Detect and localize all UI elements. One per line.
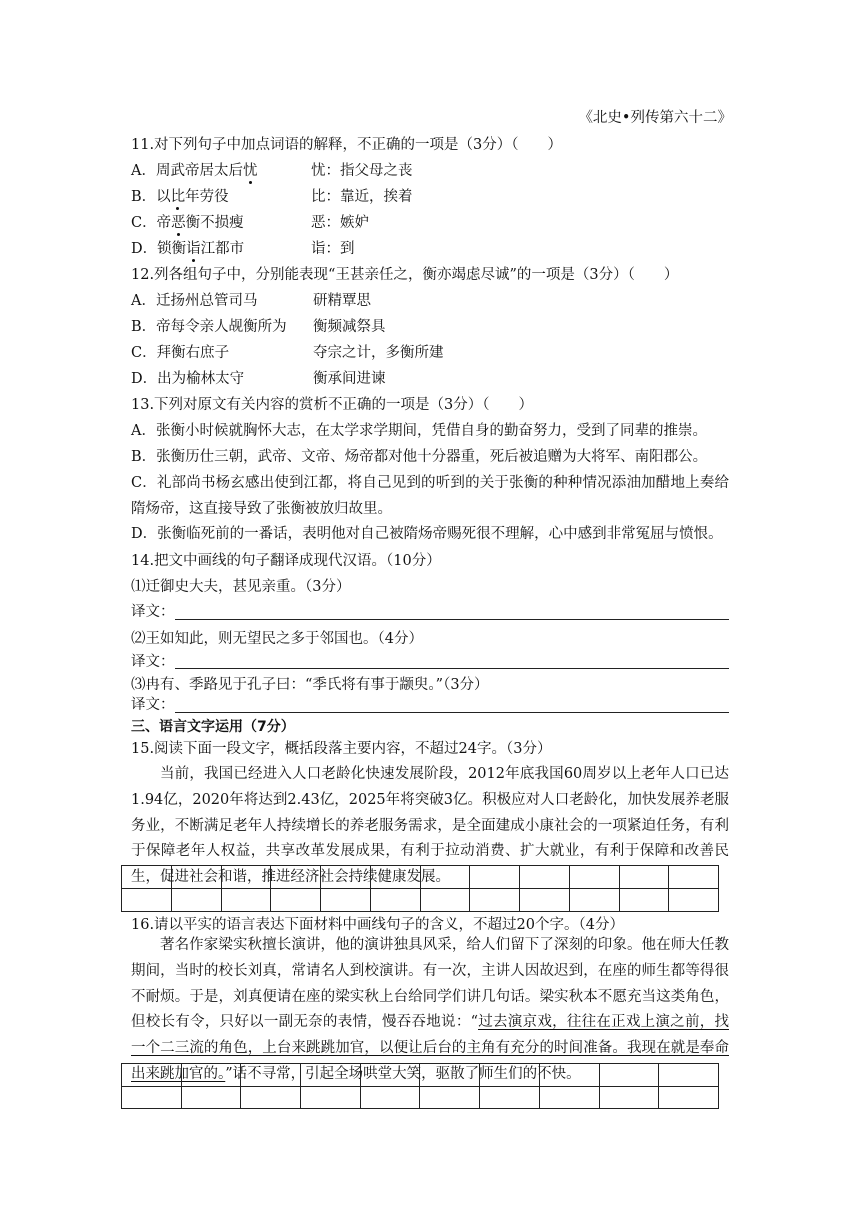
q15-grid-cell[interactable] [420, 866, 470, 889]
q11-c-text-after: 衡不损瘦 [185, 215, 244, 231]
q14-answer-label-3: 译文： [131, 697, 175, 713]
q15-grid-cell[interactable] [669, 889, 719, 912]
q16-grid-cell[interactable] [539, 1064, 599, 1087]
q15-grid-cell[interactable] [470, 866, 520, 889]
q15-grid-cell[interactable] [321, 889, 371, 912]
q16-grid-cell[interactable] [241, 1086, 301, 1109]
q15-grid-cell[interactable] [271, 866, 321, 889]
q11-c-dotted-word: 恶 [171, 215, 186, 231]
q15-grid-cell[interactable] [470, 889, 520, 912]
q15-grid-row [122, 866, 719, 889]
q15-grid-cell[interactable] [221, 866, 271, 889]
q15-grid-cell[interactable] [619, 866, 669, 889]
q14-item-2: ⑵王如知此，则无望民之多于邻国也。（4分） [131, 631, 423, 647]
q12-stem: 12.列各组句子中，分别能表现“王甚亲任之，衡亦竭虑尽诚”的一项是（3分）（ ） [131, 267, 679, 283]
q14-answer-line-1[interactable] [175, 619, 729, 620]
q14-item-3: ⑶冉有、季路见于孔子曰：“季氏将有事于颛臾。”（3分） [131, 677, 489, 693]
q14-answer-line-3[interactable] [175, 712, 729, 713]
q12-c-left: C．拜衡右庶子 [131, 345, 230, 361]
section-heading: 三、语言文字运用（7分） [131, 719, 295, 735]
q11-c-gloss: 恶：嫉妒 [311, 215, 369, 231]
q14-answer-line-2[interactable] [175, 668, 729, 669]
q16-answer-grid[interactable] [121, 1063, 719, 1109]
q13-option-a: A．张衡小时候就胸怀大志，在太学求学期间，凭借自身的勤奋努力，受到了同辈的推崇。 [131, 423, 707, 439]
q14-stem: 14.把文中画线的句子翻译成现代汉语。（10分） [131, 553, 441, 569]
q16-underlined-sentence: 过去演京戏，往往在正戏上演之前，找一个二三流的角色，上台来跳跳加官，以便让后台的主角有充分的时间准备。我现在就是奉命出来跳加官的。 [131, 1014, 729, 1082]
q11-stem: 11.对下列句子中加点词语的解释，不正确的一项是（3分）（ ） [131, 137, 563, 153]
q11-d-text-after: 江都市 [200, 241, 245, 257]
q16-grid-cell[interactable] [181, 1086, 241, 1109]
source-citation: 《北史•列传第六十二》 [578, 110, 732, 126]
q16-grid-cell[interactable] [599, 1086, 659, 1109]
q15-grid-cell[interactable] [122, 866, 172, 889]
q16-grid-cell[interactable] [420, 1064, 480, 1087]
q14-answer-label-1: 译文： [131, 604, 175, 620]
q12-c-right: 夺宗之计，多衡所建 [313, 345, 444, 361]
q15-passage: 当前，我国已经进入人口老龄化快速发展阶段，2012年底我国60周岁以上老年人口已达1.94亿，2020年将达到2.43亿，2025年将突破3亿。积极应对人口老龄化，加快发展养老服务业，不断满足老年人持续增长的养老服务需求，是全面建成小康社会的一项紧迫任务，有利于保障老年人权益，共享改革发展成果，有利于拉动消费、扩大就业，有利于保障和改善民生，促进社会和谐，推进经济社会持续健康发展。 [131, 766, 729, 886]
q11-a-text: A．周武帝居太后 [131, 163, 243, 179]
q16-stem: 16.请以平实的语言表达下面材料中画线句子的含义，不超过20个字。（4分） [131, 917, 624, 933]
q15-grid-cell[interactable] [569, 889, 619, 912]
q16-grid-cell[interactable] [480, 1086, 540, 1109]
q16-grid-cell[interactable] [301, 1064, 361, 1087]
q11-b-gloss: 比：靠近，挨着 [311, 189, 413, 205]
q15-grid-cell[interactable] [569, 866, 619, 889]
q11-c-text: C．帝 [131, 215, 172, 231]
q16-grid-row [122, 1064, 719, 1087]
q12-d-left: D．出为榆林太守 [131, 371, 245, 387]
q11-b-text-after: 年劳役 [185, 189, 229, 205]
q16-grid-cell[interactable] [420, 1086, 480, 1109]
q15-grid-cell[interactable] [520, 889, 570, 912]
q15-grid-cell[interactable] [520, 866, 570, 889]
q11-d-dotted-word: 诣 [186, 241, 201, 257]
q12-b-right: 衡频减祭具 [313, 319, 386, 335]
q16-grid-cell[interactable] [480, 1064, 540, 1087]
q15-grid-cell[interactable] [669, 866, 719, 889]
q16-grid-cell[interactable] [122, 1086, 182, 1109]
q12-d-right: 衡承间进谏 [313, 371, 386, 387]
q16-grid-cell[interactable] [301, 1086, 361, 1109]
q11-a-dotted-word: 忧 [242, 163, 258, 179]
q14-item-1: ⑴迁御史大夫，甚见亲重。（3分） [131, 579, 351, 595]
q13-option-b: B．张衡历仕三朝，武帝、文帝、炀帝都对他十分器重，死后被追赠为大将军、南阳郡公。 [131, 449, 708, 465]
q15-grid-cell[interactable] [370, 889, 420, 912]
q15-grid-cell[interactable] [221, 889, 271, 912]
q13-stem: 13.下列对原文有关内容的赏析不正确的一项是（3分）（ ） [131, 397, 534, 413]
q15-grid-row [122, 889, 719, 912]
q16-grid-cell[interactable] [181, 1064, 241, 1087]
q15-grid-cell[interactable] [370, 866, 420, 889]
q16-grid-cell[interactable] [539, 1086, 599, 1109]
q16-grid-cell[interactable] [241, 1064, 301, 1087]
q16-grid-cell[interactable] [360, 1086, 420, 1109]
q13-option-c: C．礼部尚书杨玄感出使到江都，将自己见到的听到的关于张衡的种种情况添油加醋地上奏给隋炀帝，这直接导致了张衡被放归故里。 [131, 475, 729, 517]
q14-answer-label-2: 译文： [131, 654, 175, 670]
q11-b-text: B．以 [131, 189, 171, 205]
q16-passage-text-after: ”话不寻常，引起全场哄堂大笑，驱散了师生们的不快。 [225, 1065, 581, 1082]
q15-grid-cell[interactable] [122, 889, 172, 912]
q16-grid-cell[interactable] [599, 1064, 659, 1087]
q16-passage-text: 著名作家梁实秋擅长演讲，他的演讲独具风采，给人们留下了深刻的印象。他在师大任教期间，当时的校长刘真，常请名人到校演讲。有一次，主讲人因故迟到，在座的师生都等得很不耐烦。于是，刘真便请在座的梁实秋上台给同学们讲几句话。梁实秋本不愿充当这类角色，但校长有令，只好以一副无奈的表情，慢吞吞地说：“ [131, 937, 729, 1031]
q15-answer-grid[interactable] [121, 865, 719, 912]
q15-grid-cell[interactable] [271, 889, 321, 912]
q15-grid-cell[interactable] [420, 889, 470, 912]
q11-b-dotted-word: 比 [170, 189, 186, 205]
q15-grid-cell[interactable] [171, 889, 221, 912]
q16-grid-cell[interactable] [659, 1086, 719, 1109]
q13-option-d: D．张衡临死前的一番话，表明他对自己被隋炀帝赐死很不理解，心中感到非常冤屈与愤恨。 [131, 526, 723, 542]
q16-grid-cell[interactable] [659, 1064, 719, 1087]
q15-stem: 15.阅读下面一段文字，概括段落主要内容，不超过24字。（3分） [131, 741, 552, 757]
q16-grid-row [122, 1086, 719, 1109]
q16-grid-cell[interactable] [360, 1064, 420, 1087]
q15-grid-cell[interactable] [171, 866, 221, 889]
q11-d-text: D．锁衡 [131, 241, 187, 257]
q12-a-right: 研精覃思 [313, 293, 371, 309]
q16-grid-cell[interactable] [122, 1064, 182, 1087]
q12-a-left: A．迁扬州总管司马 [131, 293, 258, 309]
q12-b-left: B．帝每令亲人觇衡所为 [131, 319, 287, 335]
q11-a-gloss: 忧：指父母之丧 [311, 163, 413, 179]
q15-grid-cell[interactable] [619, 889, 669, 912]
q11-d-gloss: 诣：到 [311, 241, 355, 257]
q15-grid-cell[interactable] [321, 866, 371, 889]
